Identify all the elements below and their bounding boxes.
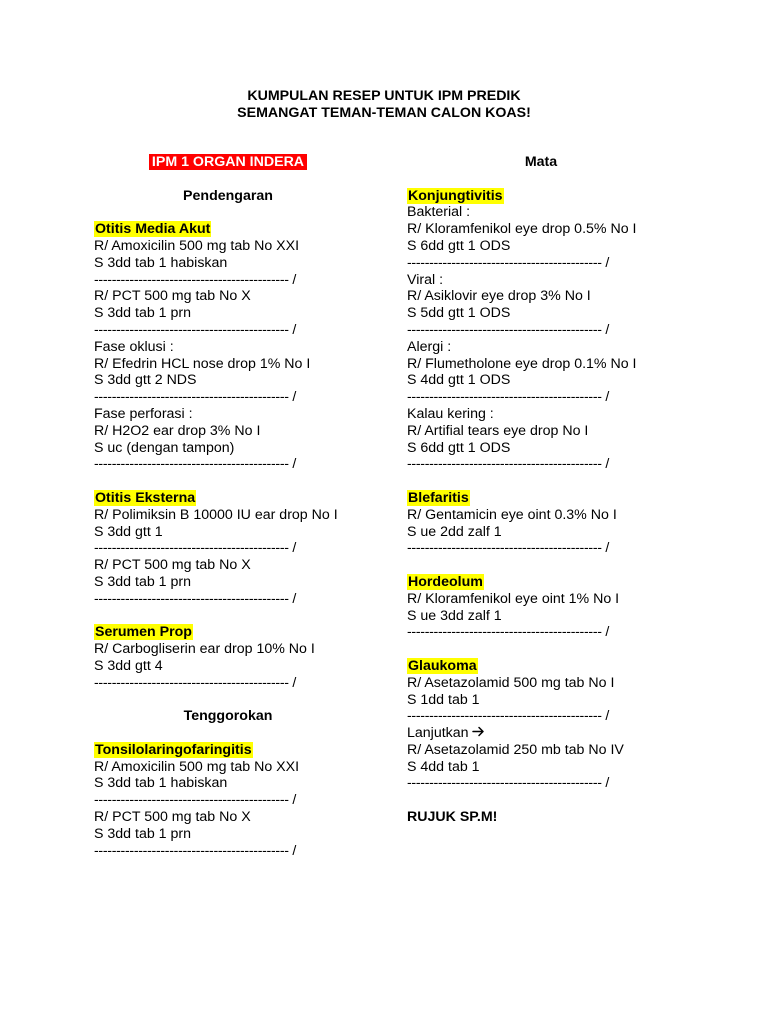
recipe-heading-blefaritis	[407, 490, 707, 507]
lanjutkan-label: Lanjutkan	[407, 725, 469, 742]
recipe-line: R/ Amoxicilin 500 mg tab No XXI	[94, 237, 300, 254]
separator-line: -------------------------------------------- /	[94, 456, 296, 473]
recipe-line: R/ PCT 500 mg tab No X	[94, 809, 251, 826]
recipe-line: S 3dd gtt 2 NDS	[94, 372, 197, 389]
recipe-line: R/ H2O2 ear drop 3% No I	[94, 422, 261, 439]
document-title	[0, 88, 768, 122]
organ-heading-label: IPM 1 ORGAN INDERA	[149, 154, 307, 170]
separator-line: -------------------------------------------- /	[94, 842, 296, 859]
highlighted-heading: Otitis Eksterna	[95, 489, 196, 506]
recipe-line: S 3dd tab 1 habiskan	[94, 775, 228, 792]
separator-line: -------------------------------------------- /	[94, 792, 296, 809]
recipe-line: S 4dd gtt 1 ODS	[407, 372, 511, 389]
recipe-line: R/ Asetazolamid 500 mg tab No I	[407, 674, 615, 691]
separator-line: -------------------------------------------- /	[407, 254, 609, 271]
recipe-line: Viral :	[407, 271, 444, 288]
arrow-right-icon	[472, 725, 485, 742]
recipe-heading-hordeolum	[407, 574, 707, 591]
highlighted-heading: Konjungtivitis	[408, 187, 503, 204]
recipe-heading-glaukoma	[407, 658, 707, 675]
recipe-line: R/ Amoxicilin 500 mg tab No XXI	[94, 758, 300, 775]
separator-line: -------------------------------------------- /	[94, 674, 296, 691]
recipe-line: R/ Carbogliserin ear drop 10% No I	[94, 641, 315, 658]
recipe-line: R/ PCT 500 mg tab No X	[94, 557, 251, 574]
highlighted-heading: Serumen Prop	[95, 624, 192, 641]
recipe-line: S 1dd tab 1	[407, 691, 480, 708]
organ-heading-left	[94, 154, 362, 171]
right-column	[407, 154, 707, 826]
recipe-line: S 5dd gtt 1 ODS	[407, 305, 511, 322]
highlighted-heading: Blefaritis	[408, 489, 469, 506]
recipe-heading-otitis-eksterna	[94, 490, 362, 507]
highlighted-heading: Otitis Media Akut	[95, 221, 211, 238]
separator-line: -------------------------------------------- /	[94, 321, 296, 338]
section-heading-pendengaran: Pendengaran	[183, 187, 273, 204]
recipe-heading-konjungtivitis	[407, 188, 707, 205]
recipe-line: R/ PCT 500 mg tab No X	[94, 288, 251, 305]
organ-heading-right: Mata	[524, 154, 558, 170]
highlighted-heading: Glaukoma	[408, 657, 477, 674]
separator-line: -------------------------------------------- /	[407, 321, 609, 338]
title-line-1: KUMPULAN RESEP UNTUK IPM PREDIK	[247, 88, 521, 104]
recipe-line: S 3dd gtt 1	[94, 523, 163, 540]
highlighted-heading: Tonsilolaringofaringitis	[95, 741, 252, 758]
recipe-line: S 3dd gtt 4	[94, 657, 163, 674]
separator-line: -------------------------------------------- /	[407, 389, 609, 406]
left-column	[94, 154, 362, 859]
recipe-line: S uc (dengan tampon)	[94, 439, 235, 456]
referral-note: RUJUK SP.M!	[407, 809, 498, 826]
recipe-heading-otitis-media-akut	[94, 221, 362, 238]
recipe-line: Alergi :	[407, 338, 452, 355]
highlighted-heading: Hordeolum	[408, 573, 483, 590]
recipe-heading-tonsilolaringofaringitis	[94, 742, 362, 759]
recipe-line: Fase perforasi :	[94, 405, 193, 422]
title-line-2: SEMANGAT TEMAN-TEMAN CALON KOAS!	[237, 104, 531, 121]
recipe-line-lanjutkan	[407, 725, 707, 742]
recipe-line: S 3dd tab 1 habiskan	[94, 254, 228, 271]
separator-line: -------------------------------------------- /	[407, 456, 609, 473]
recipe-line: R/ Kloramfenikol eye drop 0.5% No I	[407, 221, 637, 238]
recipe-line: R/ Asetazolamid 250 mb tab No IV	[407, 741, 624, 758]
recipe-line: S 3dd tab 1 prn	[94, 825, 192, 842]
recipe-line: S 4dd tab 1	[407, 758, 480, 775]
recipe-line: R/ Efedrin HCL nose drop 1% No I	[94, 355, 311, 372]
recipe-line: R/ Artifial tears eye drop No I	[407, 422, 589, 439]
recipe-line: S 6dd gtt 1 ODS	[407, 439, 511, 456]
recipe-line: R/ Flumetholone eye drop 0.1% No I	[407, 355, 637, 372]
separator-line: -------------------------------------------- /	[407, 708, 609, 725]
recipe-line: R/ Gentamicin eye oint 0.3% No I	[407, 506, 617, 523]
recipe-heading-serumen-prop	[94, 624, 362, 641]
separator-line: -------------------------------------------- /	[94, 540, 296, 557]
recipe-line: S ue 2dd zalf 1	[407, 523, 502, 540]
recipe-line: S ue 3dd zalf 1	[407, 607, 502, 624]
separator-line: -------------------------------------------- /	[407, 540, 609, 557]
recipe-line: R/ Polimiksin B 10000 IU ear drop No I	[94, 506, 338, 523]
separator-line: -------------------------------------------- /	[94, 590, 296, 607]
recipe-line: S 3dd tab 1 prn	[94, 573, 192, 590]
separator-line: -------------------------------------------- /	[407, 624, 609, 641]
recipe-line: S 3dd tab 1 prn	[94, 305, 192, 322]
separator-line: -------------------------------------------- /	[407, 775, 609, 792]
separator-line: -------------------------------------------- /	[94, 271, 296, 288]
recipe-line: Kalau kering :	[407, 405, 494, 422]
recipe-line: R/ Kloramfenikol eye oint 1% No I	[407, 590, 620, 607]
recipe-line: Bakterial :	[407, 204, 471, 221]
recipe-line: S 6dd gtt 1 ODS	[407, 237, 511, 254]
recipe-line: Fase oklusi :	[94, 338, 174, 355]
section-heading-tenggorokan: Tenggorokan	[183, 708, 273, 725]
separator-line: -------------------------------------------- /	[94, 389, 296, 406]
recipe-line: R/ Asiklovir eye drop 3% No I	[407, 288, 591, 305]
